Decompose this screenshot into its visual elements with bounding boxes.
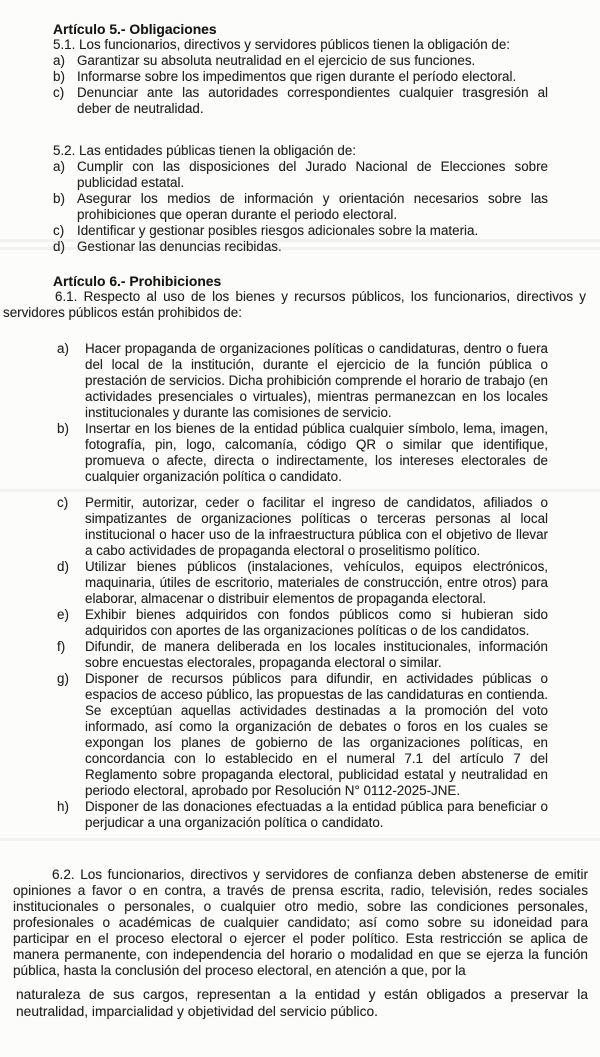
list-item [53, 191, 548, 223]
article5-title: Artículo 5.- Obligaciones [53, 21, 217, 37]
item-label: b) [53, 191, 65, 206]
list-item [57, 559, 548, 607]
clause-62-paragraph: 6.2. Los funcionarios, directivos y servidores de confianza deben abstenerse de emitir opiniones a favor o en contra, a través de prensa escrita, radio, televisión, redes sociales institucionales o personales, o cualquier otro medio, sobre las condiciones personales, profesionales o académicas de cualquier candidato; así como sobre su idoneidad para participar en el proceso electoral o ejercer el poder político. Esta restricción se aplica de manera permanente, con independencia del horario o modalidad en que se ejerza la función pública, hasta la conclusión del proceso electoral, en atención a que, por la [13, 867, 588, 978]
list-item [57, 421, 548, 485]
item-text: Disponer de las donaciones efectuadas a la entidad pública para beneficiar o perjudicar a una organización política o candidato. [85, 799, 548, 830]
item-label: a) [57, 341, 69, 356]
item-text: Hacer propaganda de organizaciones políticas o candidaturas, dentro o fuera del local de la institución, durante el ejercicio de la función pública o prestación de servicios. Dicha prohibición comprende el horario de trabajo (en actividades presenciales o virtuales), mientras permanezcan en los locales institucionales y durante las comisiones de servicio. [85, 341, 548, 420]
list-item [53, 53, 548, 69]
item-text: Cumplir con las disposiciones del Jurado Nacional de Elecciones sobre publicidad estatal. [77, 159, 548, 190]
item-text: Garantizar su absoluta neutralidad en el ejercicio de sus funciones. [77, 53, 476, 68]
item-label: h) [57, 799, 69, 814]
list-item [57, 639, 548, 671]
item-label: e) [57, 607, 69, 622]
list-item [53, 239, 548, 255]
item-label: c) [53, 85, 65, 100]
item-label: a) [53, 159, 65, 174]
clause-52-list [53, 159, 548, 255]
item-text: Permitir, autorizar, ceder o facilitar el ingreso de candidatos, afiliados o simpatizantes de organizaciones políticas o terceras personas al local institucional o hacer uso de la infraestructura pública con el objetivo de llevar a cabo actividades de propaganda electoral o proselitismo político. [85, 495, 548, 558]
item-text: Insertar en los bienes de la entidad pública cualquier símbolo, lema, imagen, fotografía, pin, logo, calcomanía, código QR o similar que identifique, promueva o afecte, directa o indirectamente, los intereses electorales de cualquier organización política o candidato. [85, 421, 548, 484]
list-item [57, 799, 548, 831]
item-label: d) [53, 239, 65, 254]
clause-61-list [57, 341, 548, 831]
list-item [57, 607, 548, 639]
scan-streak [0, 838, 600, 841]
item-text: Identificar y gestionar posibles riesgos adicionales sobre la materia. [77, 223, 479, 238]
clause-62-paragraph-end: naturaleza de sus cargos, representan a la entidad y están obligados a preservar la neutralidad, imparcialidad y objetividad del servicio público. [16, 987, 588, 1019]
list-item [53, 223, 548, 239]
item-text: Asegurar los medios de información y orientación necesarios sobre las prohibiciones que operan durante el periodo electoral. [77, 191, 548, 222]
item-label: g) [57, 671, 69, 686]
list-item [57, 671, 548, 799]
list-item [57, 495, 548, 559]
clause-51-list [53, 53, 548, 117]
list-item [53, 85, 548, 117]
clause-51-intro: 5.1. Los funcionarios, directivos y servidores públicos tienen la obligación de: [53, 37, 511, 52]
item-label: c) [57, 495, 69, 510]
item-text: Denunciar ante las autoridades correspondientes cualquier trasgresión al deber de neutralidad. [77, 85, 548, 116]
item-label: c) [53, 223, 65, 238]
item-text: Difundir, de manera deliberada en los locales institucionales, información sobre encuestas electorales, propaganda electoral o similar. [85, 639, 548, 670]
list-item [53, 159, 548, 191]
item-label: d) [57, 559, 69, 574]
item-text: Gestionar las denuncias recibidas. [77, 239, 282, 254]
item-text: Exhibir bienes adquiridos con fondos públicos como si hubieran sido adquiridos con aportes de las organizaciones políticas o de los candidatos. [85, 607, 548, 638]
item-label: b) [53, 69, 65, 84]
item-label: b) [57, 421, 69, 436]
item-text: Informarse sobre los impedimentos que rigen durante el período electoral. [77, 69, 517, 84]
item-label: a) [53, 53, 65, 68]
item-text: Utilizar bienes públicos (instalaciones, vehículos, equipos electrónicos, maquinaria, útiles de escritorio, materiales de construcción, entre otros) para elaborar, almacenar o distribuir elementos de propaganda electoral. [85, 559, 548, 606]
article6-title: Artículo 6.- Prohibiciones [53, 273, 222, 289]
list-item [53, 69, 548, 85]
item-label: f) [57, 639, 66, 654]
clause-61-intro: 6.1. Respecto al uso de los bienes y recursos públicos, los funcionarios, directivos y servidores públicos están prohibidos de: [3, 289, 586, 320]
list-item [57, 341, 548, 421]
item-text: Disponer de recursos públicos para difundir, en actividades públicas o espacios de acceso público, las propuestas de las candidaturas en contienda. Se exceptúan aquellas actividades destinadas a la promoción del voto informado, así como la organización de debates o foros en los cuales se expongan los planes de gobierno de las organizaciones políticas, en concordancia con lo establecido en el numeral 7.1 del artículo 7 del Reglamento sobre propaganda electoral, publicidad estatal y neutralidad en periodo electoral, aprobado por Resolución N° 0112-2025-JNE. [85, 671, 548, 798]
clause-52-intro: 5.2. Las entidades públicas tienen la obligación de: [53, 143, 356, 158]
